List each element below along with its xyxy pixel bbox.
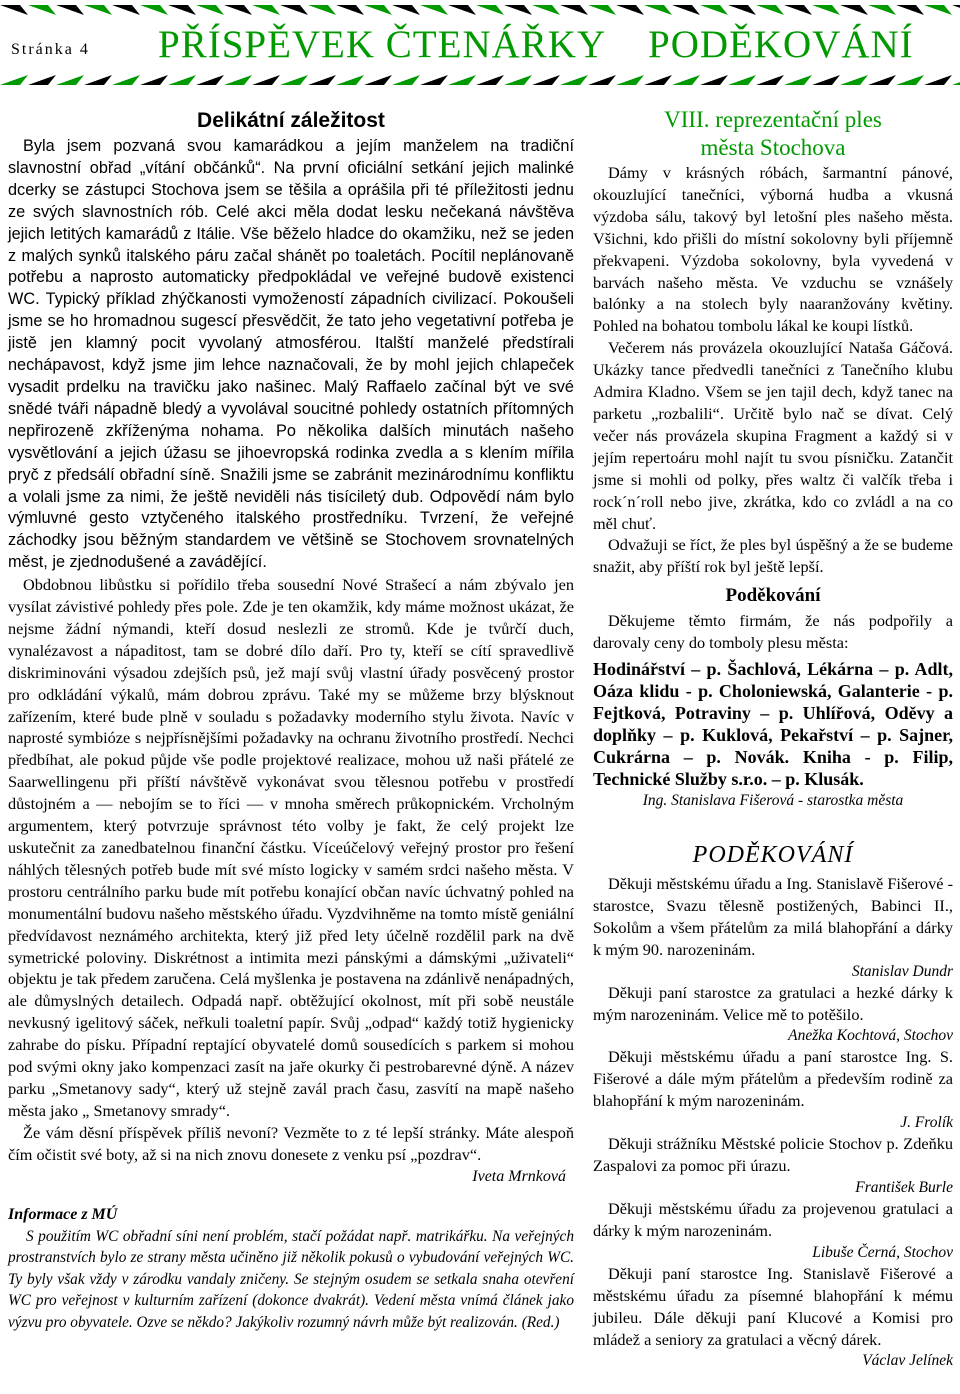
decorative-border-bottom <box>0 72 960 88</box>
article-paragraph-2: Obdobnou libůstku si pořídilo třeba sousední Nové Strašecí a nám zbývalo jen vysílat závistivé pohledy přes pole. Zde je ten okamžik, kdy máme možnost ukázat, že nejsme žádní nýmandi, kteří dosud neslezli ze stromů. Kde je tvůrčí duch, vynalézavost a nápaditost, tam se dobré dílo daří. Pro ty, kteří se cítí spravedlivě diskriminováni výsadou zdejších psů, jež mají svůj vlastní úřady posvěcený prostor pro odkládání výkalů, mám dobrou zprávu. Také my se můžeme brzy blýsknout zařízením, které bude plně v souladu s požadavky moderního stylu života. Navíc v naprosté symbióze s nejpřísnějšími požadavky na ochranu životního prostředí. Nechci předbíhat, ale pokud půjde vše podle projektové realizace, mohou už naši přátelé ze Saarwellingenu při příští návštěvě vykonávat svou tělesnou potřebu v prostředí důstojném a — nebojím se to říci — v mnoha směrech průkopnickém. Vrcholným argumentem, který potvrzuje správnost této volby je fakt, že celý projekt lze uskutečnit za zanedbatelnou finanční částku. Víceúčelový veřejný prostor pro řešení náhlých tělesných potřeb bude mít své místo logicky v samém srdci našeho města. V prostoru centrálního parku bude mít potřebu konající občan navíc úchvatný pohled na monumentální budovu našeho městského úřadu. Vyzdvihněme na tomto místě geniální předvídavost neznámého architekta, který již před lety účelně rozdělil park na dvě symetrické poloviny. Diskrétnost a intimita mezi pánskými a dámskými „uživateli“ objektu je tak předem zaručena. Celá myšlenka je postavena na zdánlivě nenápadných, ale důmyslných detailech. Odpadá např. obtěžující okolnost, mít při sobě neustále nevkusný igelitový sáček, neřkuli toaletní papír. Svůj „odpad“ každý totiž hygienicky zahrabe do písku. Případní reptající obyvatelé domů sousedících s parkem si mohou pod svými okny jako kompenzaci zasít na jaře okurky či pestrobarevné dýně. A název parku „Smetanovy sady“, který už stejně zavál prach času, zasvítí na mapě našeho města jako „ Smetanovy smrady“. <box>8 575 574 1120</box>
article-paragraph-1: Byla jsem pozvaná svou kamarádkou a jejím manželem na tradiční slavnostní obřad „vítání občánků“. Na první oficiální setkání jejich malinké dcerky se zástupci Stochova jsem se těšila a oprášila při té příležitosti jednu ze svých slavnostních rób. Celé akci měla dodat lesku nečekaná návštěva jejich letitých kamarádů z Itálie. Vše běželo hladce do okamžiku, než se jeden z malých synků italského páru začal shánět po toaletách. Pocítil neplánovaně potřebu a naprosto automaticky předpokládal ve veřejné budově existenci WC. Typický příklad zhýčkanosti vymožeností západních civilizací. Pokoušeli jsme se ho hromadnou sugescí přesvědčit, že tato jeho vegetativní potřeba je jistě jen klamný pocit vyvolaný atmosférou. Italští manželé předstírali nechápavost, když jsme jim lehce naznačovali, že by mohl jejich chlapeček vysadit prdelku na travičku jako našinec. Malý Raffaelo začínal být ve své snědé tváři nápadně bledý a vyvolával soucitné pohledy ostatních přítomných nepřirozeně zkříženýma nohama. Po několika dalších minutách našeho vysvětlování a jejich úžasu se jihoevropská rodinka zvedla a s klením mířila pryč z předsálí obřadní síně. Snažili jsme se zabránit mezinárodnímu konfliktu a volali jsme za nimi, že ještě neviděli nás tisíciletý dub. Odpovědí nám bylo výmluvné gesto vztyčeného italského prostředníku. Tvrzení, že veřejné záchodky jsou běžným standardem ve většině se Stochovem srovnatelných měst, je zjednodušené a zavádějící. <box>8 137 574 572</box>
thanks-item: Děkuji paní starostce za gratulaci a hezké dárky k mým narozeninám. Velice mě to potěšilo. <box>593 982 953 1024</box>
info-text: S použitím WC obřadní síni není problém, stačí požádat např. matrikářku. Na veřejných prostranstvích bylo ze strany města učiněno již několik pokusů o vybudování veřejných WC. Ty byly však vždy v zárodku vandaly zničeny. Se stejným osudem se setkala snaha otevření WC pro veřejnost v kulturním zařízení (dokonce dvakrát). Vedení města vnímá článek jako výzvu pro obyvatele. Ozve se někdo? Jakýkoliv rozumný návrh může být realizován. (Red.) <box>8 1227 574 1331</box>
section-title: PŘÍSPĚVEK ČTENÁŘKY <box>158 23 607 66</box>
sponsors-intro: Děkujeme těmto firmám, že nás podpořily a darovaly ceny do tomboly plesu města: <box>593 611 953 653</box>
thanks-author: Libuše Černá, Stochov <box>812 1243 953 1261</box>
thanks-author: Václav Jelínek <box>862 1352 953 1370</box>
decorative-border-top <box>0 2 960 18</box>
article-signature: Iveta Mrnková <box>472 1167 566 1185</box>
left-column <box>8 104 574 1334</box>
thanks-item: Děkuji strážníku Městské policie Stochov p. Zdeňku Zaspalovi za pomoc při úrazu. <box>593 1134 953 1176</box>
thanks-author: Anežka Kochtová, Stochov <box>788 1027 953 1045</box>
thanks-item: Děkuji paní starostce Ing. Stanislavě Fišerové a městskému úřadu za písemné blahopřání k mému jubileu. Dále děkuji paní Klucové a Komisi pro mládež a seniory za gratulaci a věcný dárek. <box>593 1263 953 1349</box>
section-title-right: PODĚKOVÁNÍ <box>648 23 914 66</box>
thanks-author: František Burle <box>855 1179 953 1196</box>
sponsors-signature: Ing. Stanislava Fišerová - starostka města <box>642 792 904 810</box>
ples-title-line1: VIII. reprezentační ples <box>664 107 882 132</box>
ples-paragraph-1: Dámy v krásných róbách, šarmantní pánové, okouzlující tanečníci, výborná hudba a vkusná výzdoba sálu, takový byl letošní ples našeho města. Všichni, kdo přišli do místní sokolovny byli příjemně překvapeni. Výzdoba sokolovny, byla vyvedená v barvách našeho města. Ve vzduchu se vznášely balónky a na stolech byly naaranžovány květiny. Pohled na bohatou tombolu lákal ke koupi lístků. <box>593 163 953 336</box>
thanks-title: PODĚKOVÁNÍ <box>692 842 854 869</box>
ples-title-line2: města Stochova <box>700 135 846 160</box>
thanks-author: J. Frolík <box>900 1114 953 1132</box>
page-header <box>0 0 960 100</box>
page-number: Stránka 4 <box>11 41 90 58</box>
article-paragraph-3: Že vám děsní příspěvek příliš nevoní? Vezměte to z té lepší stránky. Máte alespoň čím očistit své boty, až si na nich znovu donesete z venku psí „pozdrav“. <box>8 1122 574 1164</box>
thanks-item: Děkuji městskému úřadu za projevenou gratulaci a dárky k mým narozeninám. <box>593 1199 953 1240</box>
sponsors-list: Hodinářství – p. Šachlová, Lékárna – p. Adlt, Oáza klidu - p. Choloniewská, Galanterie - p. Fejtková, Potraviny – p. Uhlířová, Oděvy a doplňky – p. Kuklová, Pekařství – p. Sajner, Cukrárna – p. Novák. Kniha - p. Filip, Technické Služby s.r.o. – p. Klusák. <box>593 659 953 790</box>
thanks-item: Děkuji městskému úřadu a Ing. Stanislavě Fišerové - starostce, Svazu tělesně postižených, Babinci II., Sokolům a všem přátelům za milá blahopřání a dárky k mým 90. narozeninám. <box>593 874 953 959</box>
ples-paragraph-3: Odvažuji se říct, že ples byl úspěšný a že se budeme snažit, aby příští rok byl ještě lepší. <box>593 535 953 577</box>
thanks-author: Stanislav Dundr <box>851 962 953 980</box>
ples-paragraph-2: Večerem nás provázela okouzlující Nataša Gáčová. Ukázky tance předvedli tanečníci z Tanečního klubu Admira Kladno. Všem se jen tajil dech, když tanec na parketu „rozbalili“. Určitě bylo nač se dívat. Celý večer nás provázela skupina Fragment a každý si v jejím repertoáru mohl najít tu svou písničku. Zatančit jsme si mohli od polky, přes waltz či valčík třeba i rock´n´roll nebo jive, zkrátka, kdo co zvládl a na co měl chuť. <box>593 338 953 533</box>
right-column <box>593 106 953 1371</box>
sponsors-title: Poděkování <box>725 585 821 607</box>
thanks-item: Děkuji městskému úřadu a paní starostce Ing. S. Fišerové a dále mým přátelům a především rodině za blahopřání k mým narozeninám. <box>593 1047 953 1111</box>
article-title: Delikátní záležitost <box>197 109 385 132</box>
info-title: Informace z MÚ <box>8 1205 118 1223</box>
